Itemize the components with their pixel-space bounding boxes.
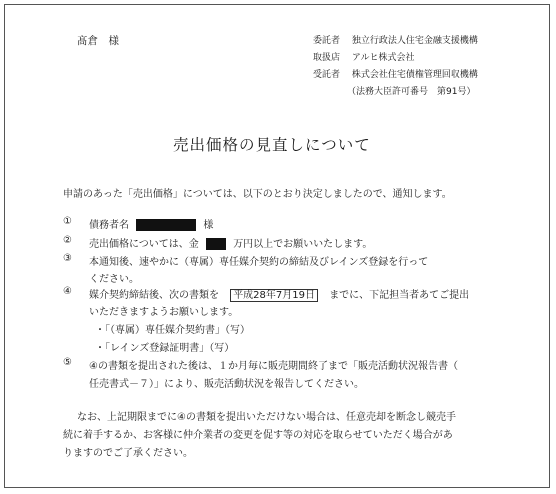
consignor-row <box>313 33 478 46</box>
item-4-line-1 <box>89 286 469 301</box>
item-1-suffix: 様 <box>203 220 214 231</box>
agent-label: 取扱店 <box>313 53 341 63</box>
item-5-line-1: ④の書類を提出された後は、１か月毎に販売期間終了まで「販売活動状況報告書（ <box>89 361 458 372</box>
document-title: 売出価格の見直しについて <box>173 136 371 154</box>
item-3-number: ③ <box>63 253 72 264</box>
consignor-name: 独立行政法人住宅金融支援機構 <box>351 36 478 46</box>
item-4-line-2: いただきますようお願いします。 <box>89 307 239 318</box>
item-2 <box>89 235 372 250</box>
trustee-label: 受託者 <box>313 70 341 80</box>
document-item-contract: ・「（専属）専任媒介契約書」（写） <box>95 325 250 336</box>
item-5-number: ⑤ <box>63 357 72 368</box>
item-3-line-2: ください。 <box>89 274 139 285</box>
closing-line-1: なお、上記期限までに④の書類を提出いただけない場合は、任意売却を断念し競売手 <box>77 412 456 423</box>
document-item-reins: ・「レインズ登録証明書」（写） <box>95 343 235 354</box>
item-1-prefix: 債務者名 <box>89 220 129 231</box>
redacted-debtor-name <box>136 219 196 231</box>
item-2-suffix: 万円以上でお願いいたします。 <box>233 239 373 250</box>
notice-document <box>4 4 550 488</box>
item-2-prefix: 売出価格については、金 <box>89 239 199 250</box>
item-1-number: ① <box>63 216 72 227</box>
deadline-date: 平成28年7月19日 <box>230 289 318 302</box>
addressee: 髙倉 様 <box>77 35 119 47</box>
closing-line-3: りますのでご了承ください。 <box>63 448 193 459</box>
item-4-suffix: までに、下記担当者あてご提出 <box>329 290 470 301</box>
redacted-price <box>206 238 226 250</box>
item-5-line-2: 任売書式－７）」により、販売活動状況を報告してください。 <box>89 379 364 390</box>
intro-text: 申請のあった「売出価格」については、以下のとおり決定しましたので、通知します。 <box>63 189 452 200</box>
consignor-label: 委託者 <box>313 36 341 46</box>
item-2-number: ② <box>63 235 72 246</box>
license-number: （法務大臣許可番号 第91号） <box>347 87 476 97</box>
item-3-line-1: 本通知後、速やかに（専属）専任媒介契約の締結及びレインズ登録を行って <box>89 257 429 268</box>
trustee-row <box>313 67 478 80</box>
item-4-prefix: 媒介契約締結後、次の書類を <box>89 290 219 301</box>
item-4-number: ④ <box>63 286 72 297</box>
trustee-name: 株式会社住宅債権管理回収機構 <box>351 70 478 80</box>
agent-name: アルヒ株式会社 <box>351 53 415 63</box>
item-1 <box>89 216 213 231</box>
closing-line-2: 続に着手するか、お客様に仲介業者の変更を促す等の対応を取らせていただく場合があ <box>63 430 453 441</box>
agent-row <box>313 50 415 63</box>
